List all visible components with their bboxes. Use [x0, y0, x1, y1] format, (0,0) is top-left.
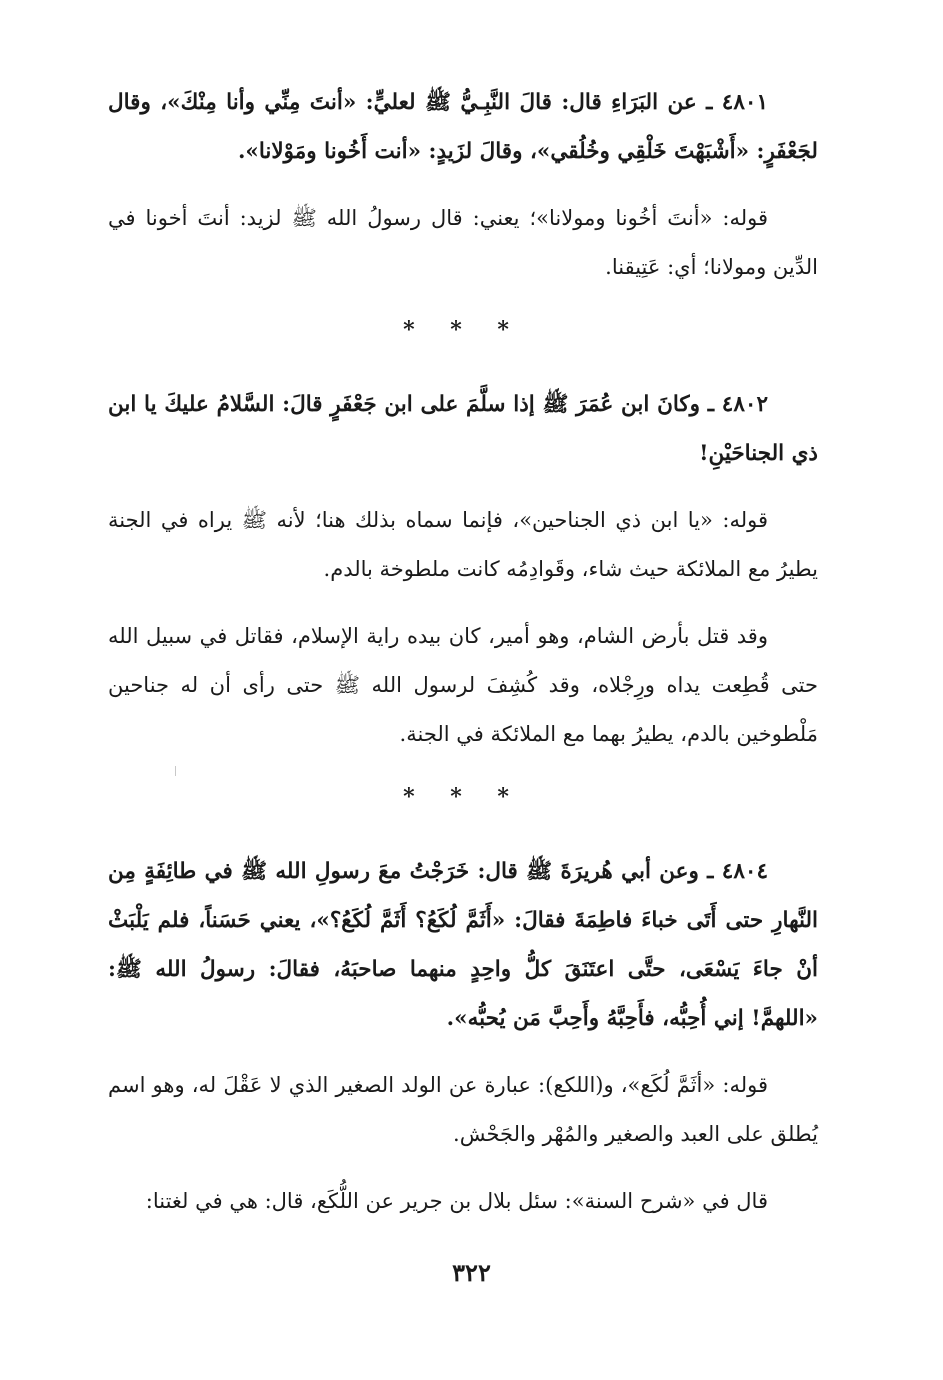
- page-number: ٣٢٢: [452, 1258, 491, 1287]
- hadith-4804: ٤٨٠٤ ـ وعن أبي هُريرَةَ ﷺ قال: خَرَجْتُ معَ رسولِ الله ﷺ في طائِفَةٍ مِن النَّهارِ حتى أَتَى خباءَ فاطِمَةَ فقالَ: «أَثَمَّ لُكَعُ؟ أَثَمَّ لُكَعُ؟»، يعني حَسَناً، فلم يَلْبَثْ أنْ جاءَ يَسْعَى، حتَّى اعتَنَقَ كلُّ واحِدٍ منهما صاحبَهُ، فقالَ: رسولُ الله ﷺ: «اللهمَّ! إني أُحِبُّه، فأَحِبَّهُ وأَحِبَّ مَن يُحبُّه».: [108, 859, 818, 1031]
- hadith-4802: ٤٨٠٢ ـ وكانَ ابن عُمَرَ ﷺ إذا سلَّمَ على ابن جَعْفَرٍ قالَ: السَّلامُ عليكَ يا ابن ذي الجناحَيْنِ!: [108, 392, 818, 466]
- commentary-4804-a: قوله: «أثَمَّ لُكَع»، و(اللكع): عبارة عن الولد الصغير الذي لا عَقْلَ له، وهو اسم يُطلق على العبد والصغير والمُهْر والجَحْش.: [108, 1073, 818, 1146]
- hadith-4801: ٤٨٠١ ـ عن البَرَاءِ قال: قالَ النَّبِـيُّ ﷺ لعليٍّ: «أنتَ مِنِّي وأنا مِنْكَ»، وقال لجَعْفَرٍ: «أَشْبَهْتَ خَلْقِي وخُلُقي»، وقالَ لزَيدٍ: «أنت أَخُونا ومَوْلانا».: [108, 90, 818, 164]
- scan-speck: [175, 766, 182, 776]
- section-separator: * * *: [403, 317, 523, 343]
- section-separator: * * *: [403, 784, 523, 810]
- commentary-4802-b: وقد قتل بأرض الشام، وهو أمير، كان بيده راية الإسلام، فقاتل في سبيل الله حتى قُطِعت يداه ورِجْلاه، وقد كُشِفَ لرسول الله ﷺ حتى رأى أن له جناحين مَلْطوخين بالدم، يطيرُ بهما مع الملائكة في الجنة.: [108, 624, 818, 746]
- book-page-text: [108, 78, 818, 1244]
- commentary-4802-a: قوله: «يا ابن ذي الجناحين»، فإنما سماه بذلك هنا؛ لأنه ﷺ يراه في الجنة يطيرُ مع الملائكة حيث شاء، وقَوادِمُه كانت ملطوخة بالدم.: [108, 508, 818, 581]
- commentary-4804-b: قال في «شرح السنة»: سئل بلال بن جرير عن اللُّكَع، قال: هي في لغتنا:: [145, 1189, 768, 1213]
- commentary-4801: قوله: «أنتَ أخُونا ومولانا»؛ يعني: قال رسولُ الله ﷺ لزيد: أنتَ أخونا في الدِّين ومولانا؛ أي: عَتِيقنا.: [108, 206, 818, 279]
